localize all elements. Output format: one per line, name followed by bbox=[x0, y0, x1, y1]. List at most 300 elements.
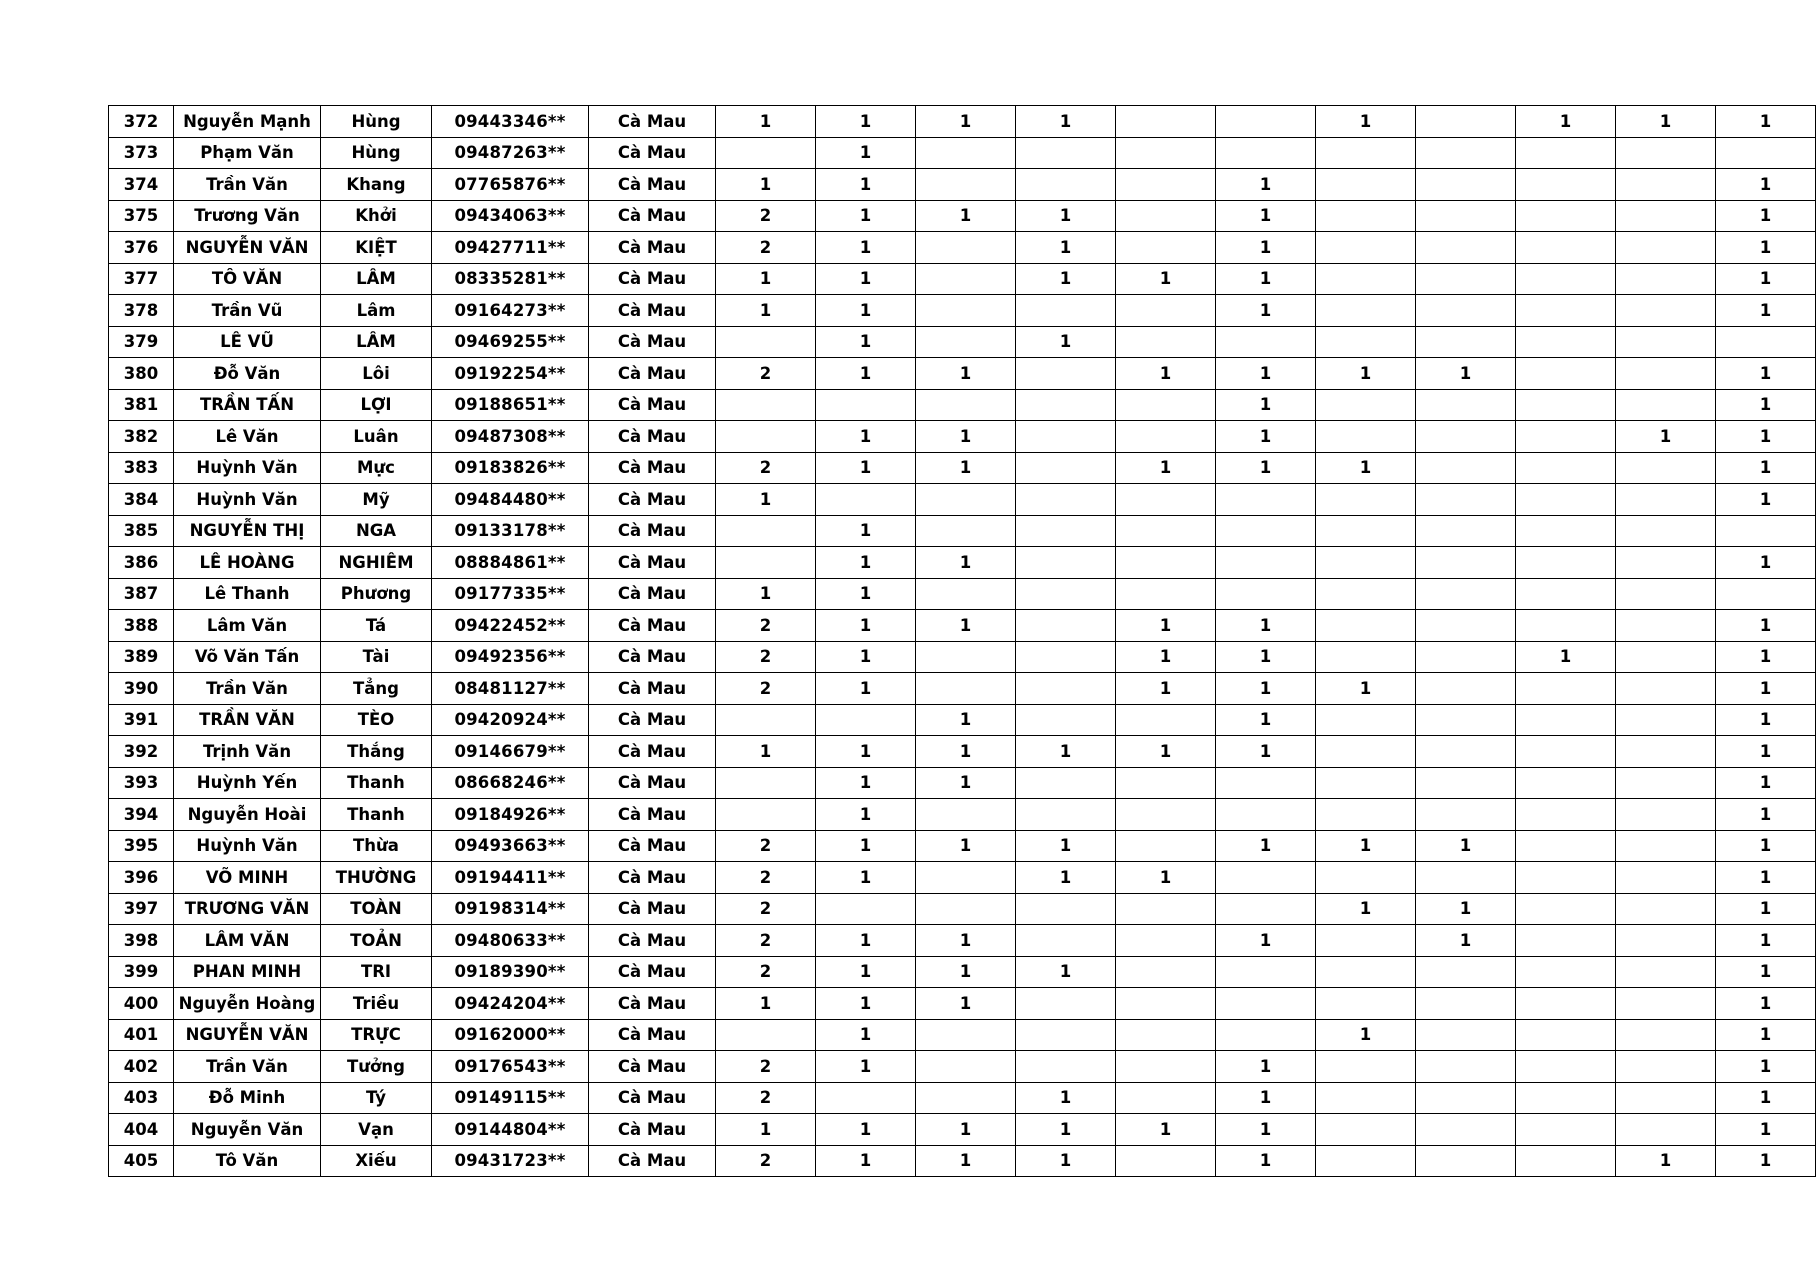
row-province-cell: Cà Mau bbox=[589, 484, 716, 516]
table-row bbox=[109, 956, 1816, 988]
row-mark-cell bbox=[916, 862, 1016, 894]
row-mark-cell: 1 bbox=[1716, 893, 1816, 925]
row-mark-cell: 2 bbox=[716, 673, 816, 705]
row-mark-cell: 1 bbox=[816, 1051, 916, 1083]
row-mark-cell bbox=[1616, 169, 1716, 201]
row-mark-cell bbox=[1516, 893, 1616, 925]
row-mark-cell bbox=[1616, 925, 1716, 957]
row-mark-cell: 1 bbox=[816, 1019, 916, 1051]
table-row bbox=[109, 232, 1816, 264]
row-mark-cell: 1 bbox=[716, 263, 816, 295]
row-mark-cell bbox=[1516, 956, 1616, 988]
row-mark-cell bbox=[1616, 484, 1716, 516]
row-mark-cell: 1 bbox=[1216, 704, 1316, 736]
row-mark-cell bbox=[916, 673, 1016, 705]
row-province-cell: Cà Mau bbox=[589, 515, 716, 547]
row-mark-cell: 1 bbox=[916, 200, 1016, 232]
row-mark-cell: 1 bbox=[1716, 736, 1816, 768]
row-mark-cell bbox=[1016, 893, 1116, 925]
row-first-name-cell: Trương Văn bbox=[174, 200, 321, 232]
row-mark-cell: 1 bbox=[716, 736, 816, 768]
row-mark-cell bbox=[1416, 547, 1516, 579]
row-mark-cell bbox=[1016, 925, 1116, 957]
table-row bbox=[109, 830, 1816, 862]
row-mark-cell bbox=[1616, 799, 1716, 831]
row-mark-cell: 1 bbox=[816, 547, 916, 579]
row-first-name-cell: Huỳnh Văn bbox=[174, 452, 321, 484]
row-mark-cell: 1 bbox=[716, 169, 816, 201]
row-mark-cell bbox=[1616, 704, 1716, 736]
row-mark-cell: 1 bbox=[916, 421, 1016, 453]
row-mark-cell: 1 bbox=[1716, 1145, 1816, 1177]
row-first-name-cell: Đỗ Văn bbox=[174, 358, 321, 390]
row-mark-cell: 1 bbox=[1116, 452, 1216, 484]
row-province-cell: Cà Mau bbox=[589, 452, 716, 484]
row-index-cell: 402 bbox=[109, 1051, 174, 1083]
row-mark-cell bbox=[1516, 988, 1616, 1020]
table-row bbox=[109, 988, 1816, 1020]
row-mark-cell bbox=[716, 326, 816, 358]
table-row bbox=[109, 263, 1816, 295]
row-mark-cell bbox=[1416, 1114, 1516, 1146]
row-province-cell: Cà Mau bbox=[589, 358, 716, 390]
row-last-name-cell: Tưởng bbox=[321, 1051, 432, 1083]
row-mark-cell: 1 bbox=[1716, 767, 1816, 799]
row-mark-cell: 1 bbox=[1116, 358, 1216, 390]
row-mark-cell bbox=[1516, 452, 1616, 484]
table-row bbox=[109, 106, 1816, 138]
row-mark-cell: 1 bbox=[1116, 263, 1216, 295]
row-mark-cell bbox=[916, 263, 1016, 295]
row-mark-cell: 1 bbox=[1016, 1145, 1116, 1177]
row-mark-cell bbox=[1616, 515, 1716, 547]
row-mark-cell bbox=[1516, 1114, 1616, 1146]
row-mark-cell bbox=[1116, 326, 1216, 358]
row-last-name-cell: TRỰC bbox=[321, 1019, 432, 1051]
row-mark-cell bbox=[1216, 1019, 1316, 1051]
row-first-name-cell: Huỳnh Văn bbox=[174, 484, 321, 516]
row-phone-cell: 09431723** bbox=[432, 1145, 589, 1177]
row-mark-cell: 1 bbox=[1616, 1145, 1716, 1177]
row-province-cell: Cà Mau bbox=[589, 1051, 716, 1083]
row-phone-cell: 09189390** bbox=[432, 956, 589, 988]
row-mark-cell: 1 bbox=[1716, 232, 1816, 264]
row-province-cell: Cà Mau bbox=[589, 799, 716, 831]
row-last-name-cell: Tẳng bbox=[321, 673, 432, 705]
row-mark-cell: 1 bbox=[1216, 421, 1316, 453]
row-mark-cell: 1 bbox=[816, 956, 916, 988]
row-mark-cell bbox=[1516, 484, 1616, 516]
row-mark-cell: 1 bbox=[1716, 547, 1816, 579]
row-mark-cell: 1 bbox=[816, 1145, 916, 1177]
row-mark-cell: 1 bbox=[1716, 295, 1816, 327]
row-mark-cell: 1 bbox=[1216, 736, 1316, 768]
row-mark-cell bbox=[1016, 484, 1116, 516]
row-mark-cell bbox=[1016, 1019, 1116, 1051]
row-first-name-cell: NGUYỄN THỊ bbox=[174, 515, 321, 547]
row-mark-cell bbox=[1016, 578, 1116, 610]
row-mark-cell bbox=[1516, 1145, 1616, 1177]
row-province-cell: Cà Mau bbox=[589, 295, 716, 327]
row-first-name-cell: PHAN MINH bbox=[174, 956, 321, 988]
row-mark-cell bbox=[1516, 547, 1616, 579]
row-first-name-cell: LÊ VŨ bbox=[174, 326, 321, 358]
row-mark-cell bbox=[1316, 484, 1416, 516]
row-last-name-cell: TOẢN bbox=[321, 925, 432, 957]
row-phone-cell: 09183826** bbox=[432, 452, 589, 484]
row-mark-cell bbox=[1316, 1051, 1416, 1083]
row-phone-cell: 09146679** bbox=[432, 736, 589, 768]
row-province-cell: Cà Mau bbox=[589, 232, 716, 264]
row-mark-cell bbox=[1616, 641, 1716, 673]
row-mark-cell: 1 bbox=[1216, 452, 1316, 484]
row-mark-cell bbox=[1616, 1051, 1716, 1083]
row-mark-cell bbox=[1716, 326, 1816, 358]
row-index-cell: 393 bbox=[109, 767, 174, 799]
row-mark-cell: 1 bbox=[1716, 1051, 1816, 1083]
row-mark-cell bbox=[1316, 1145, 1416, 1177]
row-mark-cell bbox=[1516, 169, 1616, 201]
row-mark-cell bbox=[1616, 389, 1716, 421]
row-mark-cell: 1 bbox=[1316, 106, 1416, 138]
row-phone-cell: 09184926** bbox=[432, 799, 589, 831]
row-mark-cell: 1 bbox=[1016, 830, 1116, 862]
row-mark-cell bbox=[1116, 484, 1216, 516]
row-mark-cell bbox=[1516, 358, 1616, 390]
row-mark-cell: 1 bbox=[1016, 1114, 1116, 1146]
row-first-name-cell: Trần Văn bbox=[174, 1051, 321, 1083]
row-mark-cell bbox=[1116, 925, 1216, 957]
row-mark-cell: 1 bbox=[816, 326, 916, 358]
row-mark-cell: 1 bbox=[1716, 421, 1816, 453]
table-row bbox=[109, 1114, 1816, 1146]
row-mark-cell: 1 bbox=[816, 421, 916, 453]
row-mark-cell bbox=[1316, 137, 1416, 169]
row-mark-cell bbox=[1516, 515, 1616, 547]
row-province-cell: Cà Mau bbox=[589, 263, 716, 295]
row-province-cell: Cà Mau bbox=[589, 673, 716, 705]
row-mark-cell bbox=[1316, 200, 1416, 232]
row-mark-cell: 1 bbox=[816, 830, 916, 862]
row-mark-cell: 1 bbox=[816, 925, 916, 957]
row-mark-cell: 1 bbox=[816, 736, 916, 768]
row-mark-cell: 1 bbox=[1716, 988, 1816, 1020]
row-phone-cell: 09469255** bbox=[432, 326, 589, 358]
row-mark-cell bbox=[916, 232, 1016, 264]
row-mark-cell: 1 bbox=[916, 736, 1016, 768]
row-mark-cell bbox=[1616, 137, 1716, 169]
table-row bbox=[109, 578, 1816, 610]
row-province-cell: Cà Mau bbox=[589, 1145, 716, 1177]
row-last-name-cell: Tý bbox=[321, 1082, 432, 1114]
row-first-name-cell: Phạm Văn bbox=[174, 137, 321, 169]
row-first-name-cell: TRẦN VĂN bbox=[174, 704, 321, 736]
row-mark-cell bbox=[1116, 1082, 1216, 1114]
row-last-name-cell: Lâm bbox=[321, 295, 432, 327]
row-mark-cell bbox=[1316, 263, 1416, 295]
row-province-cell: Cà Mau bbox=[589, 767, 716, 799]
row-mark-cell bbox=[1016, 673, 1116, 705]
row-index-cell: 388 bbox=[109, 610, 174, 642]
row-phone-cell: 09484480** bbox=[432, 484, 589, 516]
row-mark-cell: 1 bbox=[1716, 389, 1816, 421]
row-mark-cell: 1 bbox=[1116, 673, 1216, 705]
row-mark-cell bbox=[1216, 862, 1316, 894]
row-mark-cell bbox=[1416, 610, 1516, 642]
row-mark-cell bbox=[1416, 1019, 1516, 1051]
table-row bbox=[109, 169, 1816, 201]
row-last-name-cell: NGA bbox=[321, 515, 432, 547]
row-mark-cell bbox=[1616, 893, 1716, 925]
row-province-cell: Cà Mau bbox=[589, 1114, 716, 1146]
row-last-name-cell: Thừa bbox=[321, 830, 432, 862]
row-last-name-cell: Phương bbox=[321, 578, 432, 610]
row-last-name-cell: Thắng bbox=[321, 736, 432, 768]
row-phone-cell: 09492356** bbox=[432, 641, 589, 673]
row-last-name-cell: Triều bbox=[321, 988, 432, 1020]
row-mark-cell bbox=[916, 1019, 1016, 1051]
row-mark-cell bbox=[1416, 515, 1516, 547]
row-mark-cell bbox=[1316, 232, 1416, 264]
row-index-cell: 379 bbox=[109, 326, 174, 358]
row-province-cell: Cà Mau bbox=[589, 389, 716, 421]
row-province-cell: Cà Mau bbox=[589, 421, 716, 453]
row-first-name-cell: Võ Văn Tấn bbox=[174, 641, 321, 673]
table-row bbox=[109, 767, 1816, 799]
row-mark-cell: 1 bbox=[916, 547, 1016, 579]
row-mark-cell: 1 bbox=[1216, 925, 1316, 957]
row-mark-cell: 1 bbox=[1016, 200, 1116, 232]
row-mark-cell: 2 bbox=[716, 200, 816, 232]
row-mark-cell bbox=[916, 515, 1016, 547]
row-mark-cell bbox=[1216, 484, 1316, 516]
row-last-name-cell: Khang bbox=[321, 169, 432, 201]
row-phone-cell: 09164273** bbox=[432, 295, 589, 327]
row-mark-cell bbox=[1516, 389, 1616, 421]
row-mark-cell bbox=[1116, 799, 1216, 831]
row-mark-cell: 1 bbox=[1216, 830, 1316, 862]
row-mark-cell: 1 bbox=[1716, 358, 1816, 390]
row-mark-cell bbox=[1116, 137, 1216, 169]
row-province-cell: Cà Mau bbox=[589, 925, 716, 957]
row-index-cell: 399 bbox=[109, 956, 174, 988]
row-phone-cell: 09192254** bbox=[432, 358, 589, 390]
row-mark-cell bbox=[1016, 1051, 1116, 1083]
row-last-name-cell: THƯỜNG bbox=[321, 862, 432, 894]
row-index-cell: 389 bbox=[109, 641, 174, 673]
row-mark-cell: 1 bbox=[916, 988, 1016, 1020]
row-mark-cell bbox=[1216, 326, 1316, 358]
row-mark-cell bbox=[716, 515, 816, 547]
row-mark-cell: 1 bbox=[1716, 169, 1816, 201]
row-mark-cell bbox=[1116, 830, 1216, 862]
row-mark-cell bbox=[1516, 610, 1616, 642]
row-mark-cell bbox=[1516, 295, 1616, 327]
row-mark-cell bbox=[1416, 106, 1516, 138]
row-mark-cell bbox=[1216, 547, 1316, 579]
row-mark-cell bbox=[1616, 1114, 1716, 1146]
row-mark-cell bbox=[1116, 1019, 1216, 1051]
table-row bbox=[109, 484, 1816, 516]
row-province-cell: Cà Mau bbox=[589, 610, 716, 642]
row-first-name-cell: LÊ HOÀNG bbox=[174, 547, 321, 579]
row-first-name-cell: Lê Văn bbox=[174, 421, 321, 453]
row-mark-cell bbox=[1116, 169, 1216, 201]
row-mark-cell: 1 bbox=[916, 1145, 1016, 1177]
row-mark-cell bbox=[1116, 767, 1216, 799]
table-row bbox=[109, 862, 1816, 894]
row-mark-cell bbox=[1316, 736, 1416, 768]
row-mark-cell bbox=[1416, 956, 1516, 988]
row-mark-cell: 1 bbox=[1216, 1114, 1316, 1146]
row-mark-cell bbox=[1016, 389, 1116, 421]
row-province-cell: Cà Mau bbox=[589, 893, 716, 925]
row-mark-cell bbox=[1016, 641, 1116, 673]
row-mark-cell bbox=[1516, 1051, 1616, 1083]
row-mark-cell: 1 bbox=[1716, 610, 1816, 642]
row-mark-cell bbox=[916, 137, 1016, 169]
row-mark-cell bbox=[1416, 578, 1516, 610]
row-phone-cell: 09422452** bbox=[432, 610, 589, 642]
row-last-name-cell: Luân bbox=[321, 421, 432, 453]
row-mark-cell: 1 bbox=[1116, 641, 1216, 673]
row-index-cell: 378 bbox=[109, 295, 174, 327]
row-mark-cell bbox=[1316, 956, 1416, 988]
row-mark-cell: 1 bbox=[1716, 862, 1816, 894]
row-mark-cell bbox=[1616, 767, 1716, 799]
row-mark-cell: 1 bbox=[1016, 1082, 1116, 1114]
row-last-name-cell: Hùng bbox=[321, 137, 432, 169]
roster-table-container bbox=[108, 105, 1772, 1177]
table-row bbox=[109, 1051, 1816, 1083]
row-province-cell: Cà Mau bbox=[589, 547, 716, 579]
row-mark-cell: 1 bbox=[1116, 610, 1216, 642]
row-mark-cell bbox=[716, 767, 816, 799]
row-mark-cell bbox=[716, 704, 816, 736]
row-mark-cell: 1 bbox=[1216, 200, 1316, 232]
row-mark-cell: 1 bbox=[1616, 421, 1716, 453]
row-mark-cell: 1 bbox=[1316, 830, 1416, 862]
row-mark-cell: 2 bbox=[716, 641, 816, 673]
row-mark-cell bbox=[1116, 515, 1216, 547]
row-mark-cell bbox=[1116, 295, 1216, 327]
row-mark-cell: 1 bbox=[1716, 1114, 1816, 1146]
row-mark-cell: 1 bbox=[816, 1114, 916, 1146]
row-province-cell: Cà Mau bbox=[589, 956, 716, 988]
row-mark-cell: 1 bbox=[816, 578, 916, 610]
row-mark-cell: 1 bbox=[1416, 925, 1516, 957]
row-mark-cell bbox=[1416, 1082, 1516, 1114]
row-mark-cell bbox=[1316, 641, 1416, 673]
table-row bbox=[109, 799, 1816, 831]
row-mark-cell bbox=[1616, 673, 1716, 705]
row-phone-cell: 09162000** bbox=[432, 1019, 589, 1051]
row-index-cell: 394 bbox=[109, 799, 174, 831]
row-mark-cell: 2 bbox=[716, 830, 816, 862]
row-index-cell: 391 bbox=[109, 704, 174, 736]
row-index-cell: 404 bbox=[109, 1114, 174, 1146]
row-phone-cell: 09198314** bbox=[432, 893, 589, 925]
row-mark-cell bbox=[1316, 767, 1416, 799]
row-mark-cell bbox=[1316, 295, 1416, 327]
row-mark-cell: 1 bbox=[1016, 106, 1116, 138]
row-mark-cell bbox=[1616, 295, 1716, 327]
row-mark-cell bbox=[1316, 515, 1416, 547]
table-row bbox=[109, 295, 1816, 327]
row-mark-cell bbox=[1016, 515, 1116, 547]
row-mark-cell bbox=[1616, 326, 1716, 358]
row-first-name-cell: Lâm Văn bbox=[174, 610, 321, 642]
row-mark-cell: 1 bbox=[1016, 736, 1116, 768]
row-province-cell: Cà Mau bbox=[589, 1019, 716, 1051]
row-mark-cell bbox=[1416, 862, 1516, 894]
row-mark-cell: 1 bbox=[816, 862, 916, 894]
row-index-cell: 374 bbox=[109, 169, 174, 201]
row-last-name-cell: Tài bbox=[321, 641, 432, 673]
row-mark-cell bbox=[916, 578, 1016, 610]
row-mark-cell bbox=[1416, 767, 1516, 799]
row-first-name-cell: NGUYỄN VĂN bbox=[174, 1019, 321, 1051]
row-index-cell: 375 bbox=[109, 200, 174, 232]
row-first-name-cell: Nguyễn Hoài bbox=[174, 799, 321, 831]
row-mark-cell bbox=[1516, 232, 1616, 264]
row-mark-cell bbox=[1116, 389, 1216, 421]
row-mark-cell bbox=[1616, 736, 1716, 768]
table-row bbox=[109, 610, 1816, 642]
row-last-name-cell: Thanh bbox=[321, 767, 432, 799]
row-mark-cell: 1 bbox=[816, 799, 916, 831]
row-mark-cell bbox=[1416, 1145, 1516, 1177]
row-index-cell: 381 bbox=[109, 389, 174, 421]
row-mark-cell: 2 bbox=[716, 1051, 816, 1083]
row-mark-cell bbox=[1416, 295, 1516, 327]
row-first-name-cell: Huỳnh Yến bbox=[174, 767, 321, 799]
row-mark-cell bbox=[1616, 1082, 1716, 1114]
row-first-name-cell: TRẦN TẤN bbox=[174, 389, 321, 421]
row-phone-cell: 09427711** bbox=[432, 232, 589, 264]
table-row bbox=[109, 452, 1816, 484]
row-mark-cell: 1 bbox=[716, 106, 816, 138]
table-row bbox=[109, 673, 1816, 705]
table-row bbox=[109, 358, 1816, 390]
table-row bbox=[109, 736, 1816, 768]
row-mark-cell: 1 bbox=[1216, 1051, 1316, 1083]
row-first-name-cell: LÂM VĂN bbox=[174, 925, 321, 957]
row-mark-cell: 1 bbox=[1216, 358, 1316, 390]
row-last-name-cell: LỢI bbox=[321, 389, 432, 421]
row-mark-cell: 2 bbox=[716, 232, 816, 264]
row-mark-cell bbox=[1516, 1019, 1616, 1051]
row-mark-cell: 1 bbox=[816, 452, 916, 484]
row-first-name-cell: NGUYỄN VĂN bbox=[174, 232, 321, 264]
row-first-name-cell: Tô Văn bbox=[174, 1145, 321, 1177]
row-phone-cell: 08481127** bbox=[432, 673, 589, 705]
row-phone-cell: 09487308** bbox=[432, 421, 589, 453]
row-mark-cell: 1 bbox=[1416, 830, 1516, 862]
row-mark-cell bbox=[1316, 704, 1416, 736]
table-row bbox=[109, 641, 1816, 673]
row-mark-cell: 1 bbox=[1716, 200, 1816, 232]
row-mark-cell: 1 bbox=[916, 767, 1016, 799]
row-first-name-cell: Huỳnh Văn bbox=[174, 830, 321, 862]
row-phone-cell: 09144804** bbox=[432, 1114, 589, 1146]
row-mark-cell bbox=[1416, 200, 1516, 232]
row-mark-cell bbox=[1316, 421, 1416, 453]
row-mark-cell bbox=[1216, 956, 1316, 988]
roster-table bbox=[108, 105, 1816, 1177]
row-mark-cell bbox=[1216, 515, 1316, 547]
row-mark-cell bbox=[1116, 578, 1216, 610]
